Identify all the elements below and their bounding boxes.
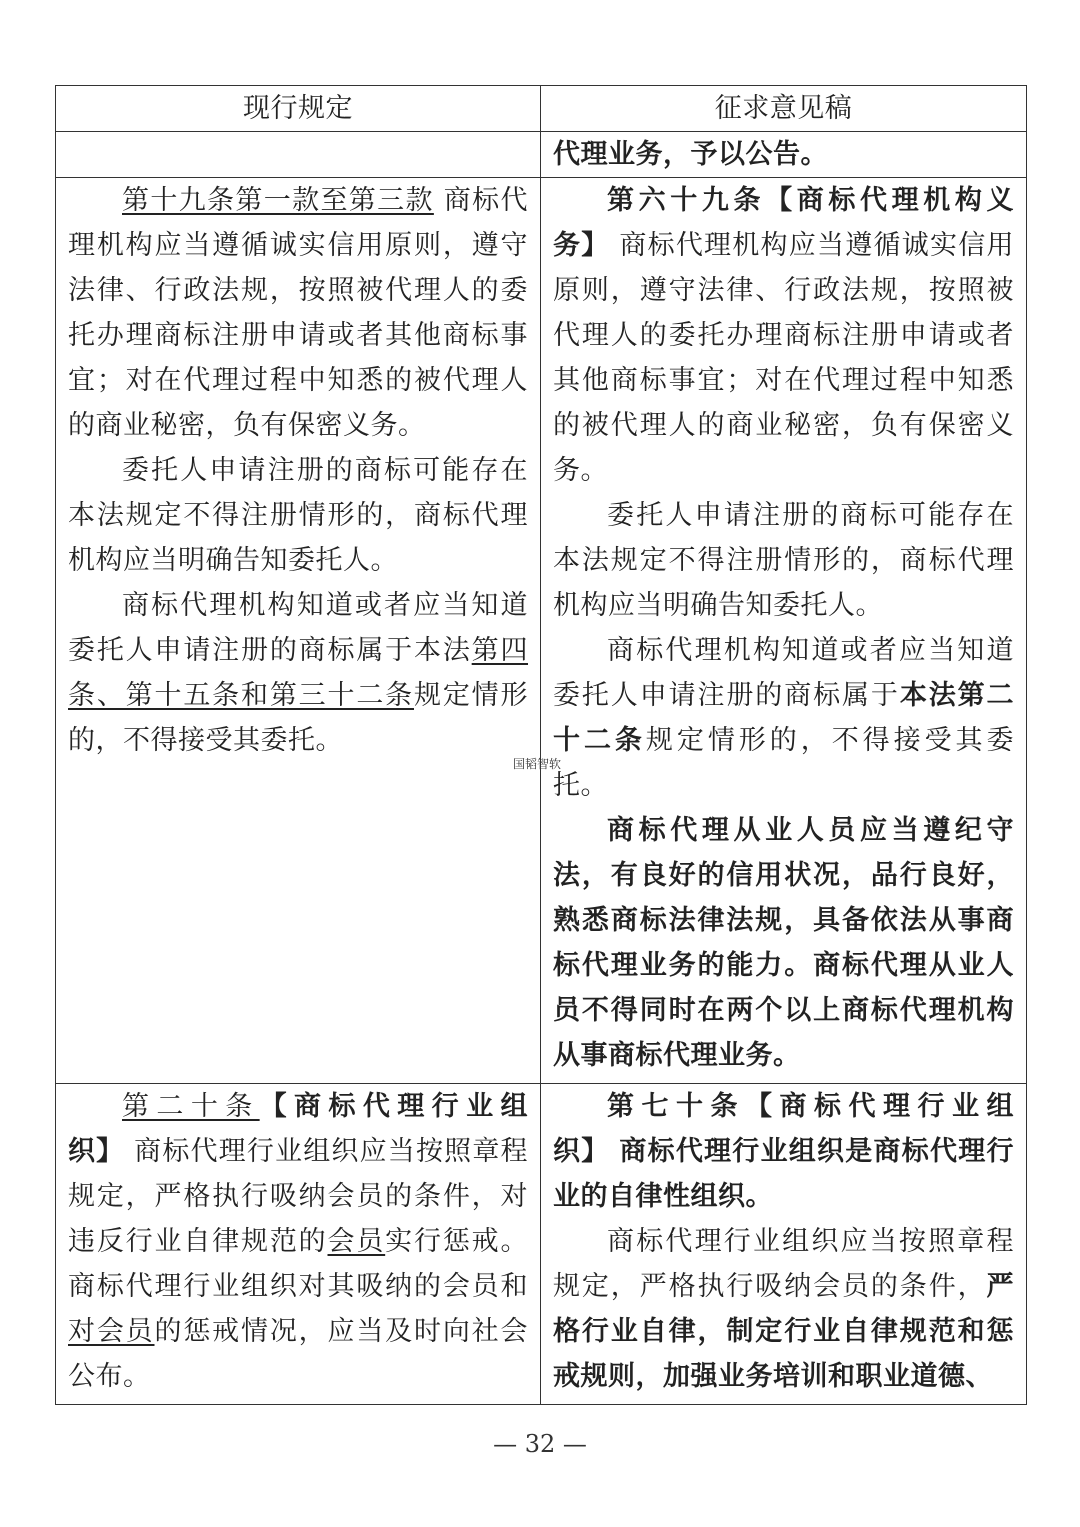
article-20-underline-1: 会员 <box>327 1226 386 1257</box>
header-draft: 征求意见稿 <box>541 86 1027 132</box>
cell-left-empty <box>56 132 541 178</box>
cell-article-70 <box>541 1084 1027 1405</box>
article-70-text-2-bold: 严格行业自律，制定行业自律规范和惩戒规则，加强业务培训和职业道德、 <box>553 1271 1014 1392</box>
article-70-para-1 <box>553 1084 1014 1219</box>
article-19-text-1: 商标代理机构应当遵循诚实信用原则，遵守法律、行政法规，按照被代理人的委托办理商标注册申请或者其他商标事宜；对在代理过程中知悉的被代理人的商业秘密，负有保密义务。 <box>68 185 528 441</box>
comparison-table <box>55 85 1027 1405</box>
article-69-text-1: 商标代理机构应当遵循诚实信用原则，遵守法律、行政法规，按照被代理人的委托办理商标注册申请或者其他商标事宜；对在代理过程中知悉的被代理人的商业秘密，负有保密义务。 <box>553 230 1015 486</box>
article-19-para-3 <box>68 583 528 763</box>
article-19-text-3b: 规定情形的，不得接受其委托。 <box>68 680 528 756</box>
cell-article-69 <box>541 178 1027 1084</box>
article-20-heading: 【商标代理行业组织】 <box>68 1091 529 1167</box>
cell-article-19 <box>56 178 541 1084</box>
table-row <box>56 178 1027 1084</box>
article-69-title: 第六十九条【商标代理机构义务】 <box>553 185 1014 261</box>
table-row <box>56 132 1027 178</box>
article-70-text-1: 商标代理行业组织是商标代理行业的自律性组织。 <box>553 1136 1015 1212</box>
article-69-para-3 <box>553 628 1014 808</box>
article-69-bold-ref: 本法第二十二条 <box>553 680 1015 756</box>
article-20-title: 第二十条 <box>122 1091 260 1122</box>
cell-right-continuation <box>541 132 1027 178</box>
page-number: — 32 — <box>493 1430 587 1458</box>
article-19-para-1 <box>68 178 528 448</box>
article-20-para-1 <box>68 1084 528 1399</box>
article-70-text-2a: 商标代理行业组织应当按照章程规定，严格执行吸纳会员的条件， <box>553 1226 1014 1302</box>
article-20-underline-2: 对会员 <box>68 1316 155 1347</box>
article-70-title: 第七十条【商标代理行业组织】 <box>553 1091 1014 1167</box>
continuation-text: 代理业务，予以公告。 <box>553 139 828 170</box>
article-69-para-1 <box>553 178 1014 493</box>
article-20-text-c: 的惩戒情况，应当及时向社会公布。 <box>68 1316 528 1392</box>
article-20-text-a: 商标代理行业组织应当按照章程规定，严格执行吸纳会员的条件，对违反行业自律规范的 <box>68 1136 529 1257</box>
article-69-text-3a: 商标代理机构知道或者应当知道委托人申请注册的商标属于 <box>553 635 1014 711</box>
watermark: 国韬智软 <box>513 757 562 771</box>
article-69-text-3b: 规定情形的，不得接受其委托。 <box>553 725 1015 801</box>
article-69-para-2: 委托人申请注册的商标可能存在本法规定不得注册情形的，商标代理机构应当明确告知委托人。 <box>553 500 1014 621</box>
article-70-para-2 <box>553 1219 1014 1399</box>
article-20-text-b: 实行惩戒。商标代理行业组织对其吸纳的会员和 <box>68 1226 529 1302</box>
article-19-title: 第十九条第一款至第三款 <box>122 185 434 216</box>
article-19-underlined-refs: 第四条、第十五条和第三十二条 <box>68 635 529 711</box>
header-current-rules: 现行规定 <box>56 86 541 132</box>
table-row <box>56 1084 1027 1405</box>
article-19-para-2: 委托人申请注册的商标可能存在本法规定不得注册情形的，商标代理机构应当明确告知委托人。 <box>68 455 528 576</box>
article-69-para-4: 商标代理从业人员应当遵纪守法，有良好的信用状况，品行良好，熟悉商标法律法规，具备依法从事商标代理业务的能力。商标代理从业人员不得同时在两个以上商标代理机构从事商标代理业务。 <box>553 815 1014 1071</box>
cell-article-20 <box>56 1084 541 1405</box>
header-row <box>56 86 1027 132</box>
article-19-text-3a: 商标代理机构知道或者应当知道委托人申请注册的商标属于本法 <box>68 590 528 666</box>
